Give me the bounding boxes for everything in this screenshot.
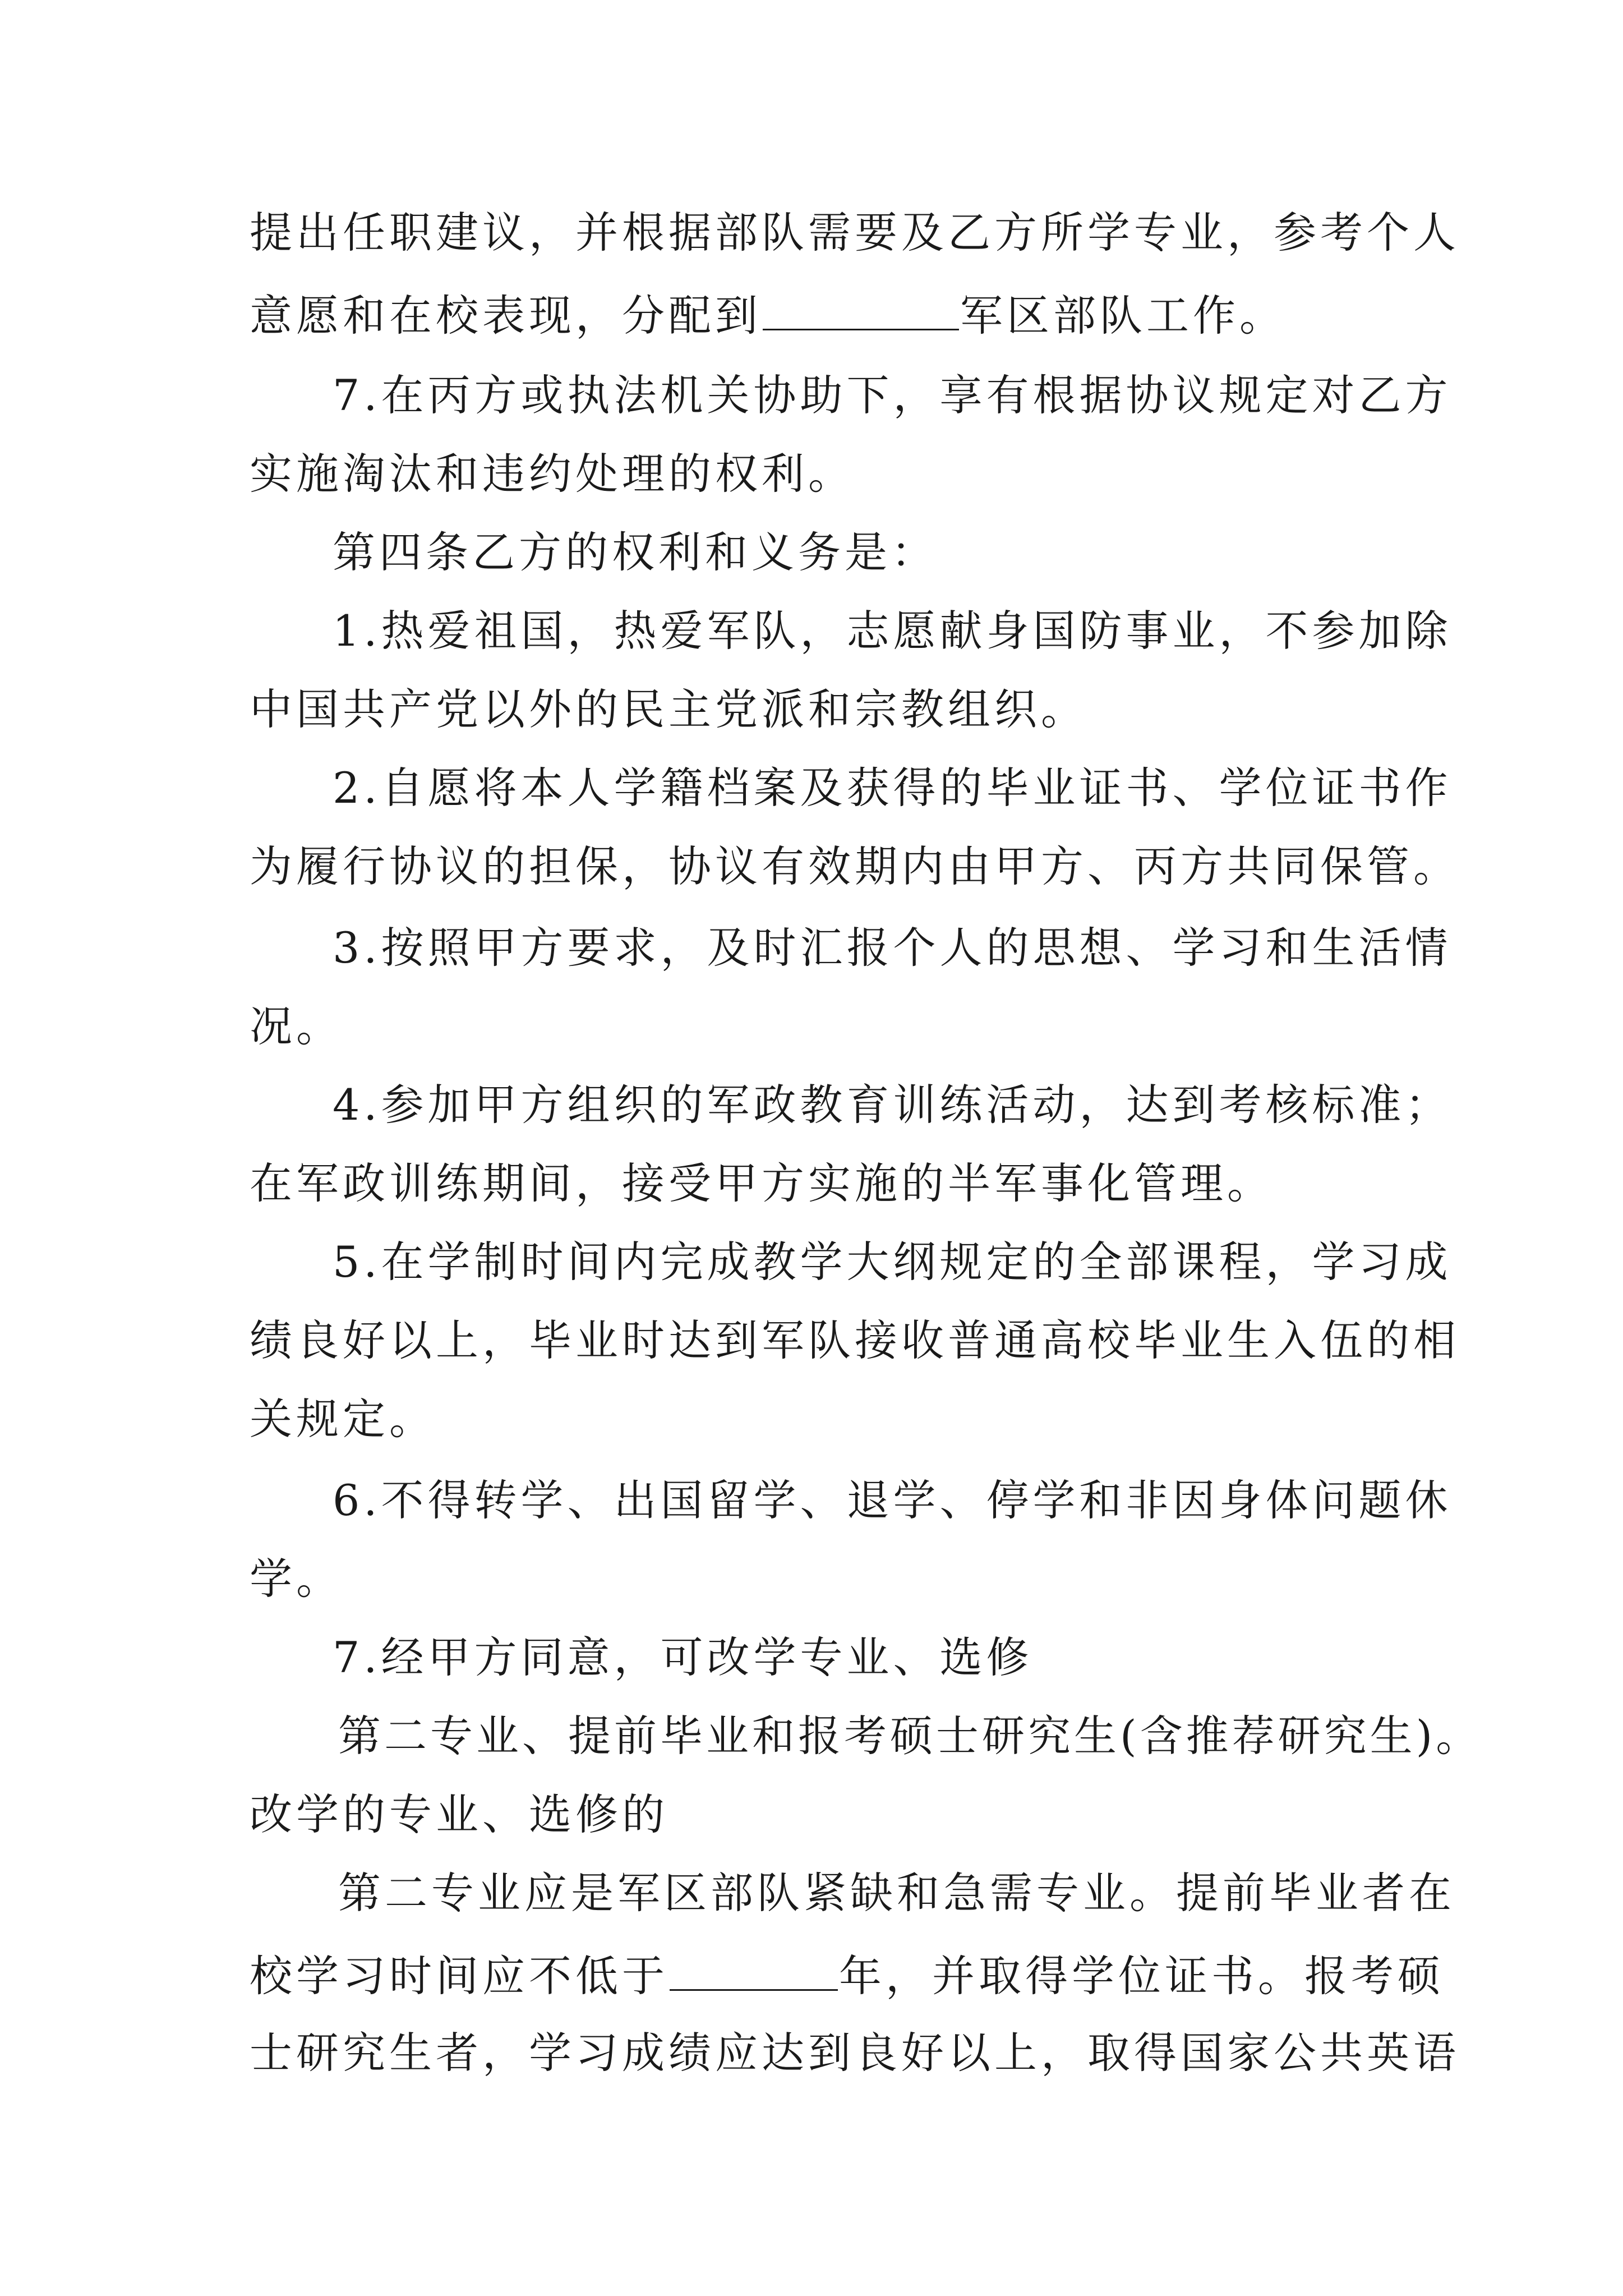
line-text: 3.按照甲方要求，及时汇报个人的思想、学习和生活情 (333, 923, 1452, 973)
line-text: 为履行协议的担保，协议有效期内由甲方、丙方共同保管。 (250, 841, 1460, 891)
line-text: 绩良好以上，毕业时达到军队接收普通高校毕业生入伍的相 (250, 1315, 1460, 1365)
line-text: 1.热爱祖国，热爱军队，志愿献身国防事业，不参加除 (333, 606, 1452, 656)
section-heading (0, 524, 1623, 581)
line-text: 第四条乙方的权利和义务是： (333, 527, 938, 577)
line-text: 士研究生者，学习成绩应达到良好以上，取得国家公共英语 (250, 2028, 1460, 2078)
fill-in-blank (763, 286, 959, 330)
line-text: 在军政训练期间，接受甲方实施的半军事化管理。 (250, 1158, 1274, 1208)
line-text: 6.不得转学、出国留学、退学、停学和非因身体问题休 (333, 1475, 1452, 1525)
paragraph-line (0, 1551, 1623, 1607)
paragraph-line (0, 920, 1623, 976)
paragraph-line (0, 1708, 1623, 1764)
paragraph-line (0, 2025, 1623, 2081)
paragraph-line (0, 682, 1623, 738)
line-text: 军区部队工作。 (960, 291, 1286, 341)
line-text: 提出任职建议，并根据部队需要及乙方所学专业，参考个人 (250, 208, 1460, 257)
paragraph-line (0, 839, 1623, 895)
line-text: 关规定。 (250, 1394, 436, 1444)
paragraph-line (0, 1947, 1623, 2003)
line-text: 年，并取得学位证书。报考硕 (839, 1951, 1444, 2001)
paragraph-line (0, 286, 1623, 342)
paragraph-line (0, 760, 1623, 816)
paragraph-line (0, 1391, 1623, 1447)
paragraph-line (0, 1787, 1623, 1843)
line-text: 况。 (250, 1001, 343, 1051)
line-text: 7.在丙方或执法机关协助下，享有根据协议规定对乙方 (333, 370, 1452, 420)
line-text: 实施淘汰和违约处理的权利。 (250, 449, 855, 499)
line-text: 第二专业、提前毕业和报考硕士研究生(含推荐研究生)。 (338, 1711, 1482, 1761)
paragraph-line (0, 367, 1623, 424)
paragraph-line (0, 1313, 1623, 1369)
paragraph-line (0, 1234, 1623, 1290)
line-text: 意愿和在校表现，分配到 (250, 291, 762, 341)
paragraph-line (0, 603, 1623, 659)
line-text: 7.经甲方同意，可改学专业、选修 (333, 1632, 1033, 1682)
fill-in-blank (670, 1947, 838, 1991)
line-text: 2.自愿将本人学籍档案及获得的毕业证书、学位证书作 (333, 763, 1452, 813)
paragraph-line (0, 446, 1623, 502)
line-text: 校学习时间应不低于 (250, 1951, 668, 2001)
paragraph-line (0, 999, 1623, 1055)
line-text: 学。 (250, 1554, 343, 1604)
paragraph-line (0, 1630, 1623, 1686)
line-text: 第二专业应是军区部队紧缺和急需专业。提前毕业者在 (338, 1868, 1455, 1918)
line-text: 改学的专业、选修的 (250, 1789, 668, 1839)
paragraph-line (0, 1077, 1623, 1133)
paragraph-line (0, 205, 1623, 261)
paragraph-line (0, 1473, 1623, 1529)
line-text: 4.参加甲方组织的军政教育训练活动，达到考核标准； (333, 1080, 1452, 1130)
paragraph-line (0, 1865, 1623, 1921)
line-text: 中国共产党以外的民主党派和宗教组织。 (250, 684, 1087, 734)
line-text: 5.在学制时间内完成教学大纲规定的全部课程，学习成 (333, 1237, 1452, 1287)
paragraph-line (0, 1156, 1623, 1212)
